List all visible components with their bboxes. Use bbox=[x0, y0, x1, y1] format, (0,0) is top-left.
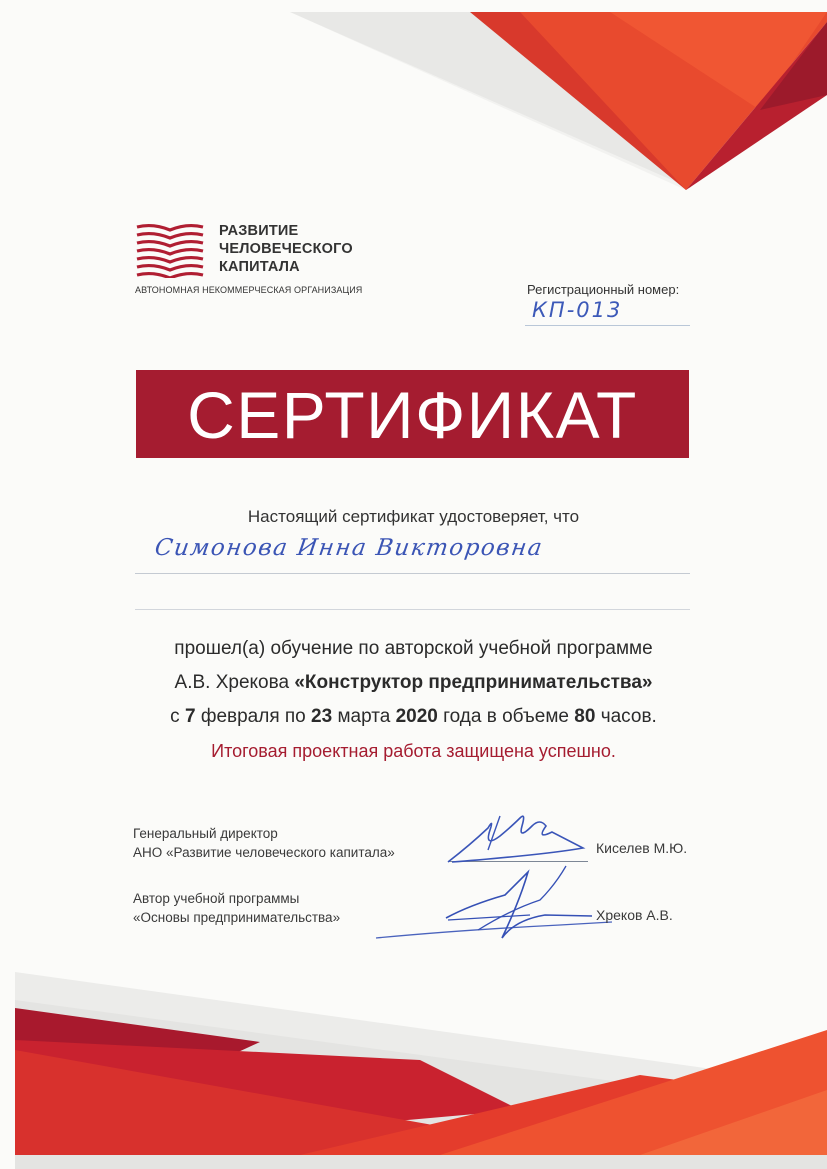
signature-1-line bbox=[448, 861, 588, 862]
title-banner bbox=[136, 370, 689, 458]
signatory-title-line: Автор учебной программы bbox=[133, 891, 300, 906]
from-word: с bbox=[170, 706, 180, 727]
outcome-text: Итоговая проектная работа защищена успешно. bbox=[211, 741, 616, 761]
signatory-title-line: АНО «Развитие человеческого капитала» bbox=[133, 845, 395, 860]
signatory-1-name: Киселев М.Ю. bbox=[596, 840, 688, 856]
signatory-title-line: «Основы предпринимательства» bbox=[133, 910, 341, 925]
recipient-name: Симонова Инна Викторовна bbox=[153, 535, 545, 561]
program-title: «Конструктор предпринимательства» bbox=[294, 672, 653, 693]
registration-number: КП-013 bbox=[532, 298, 623, 322]
book-logo-icon bbox=[135, 222, 205, 278]
hours: 80 bbox=[574, 706, 596, 727]
certify-text: Настоящий сертификат удостоверяет, что bbox=[247, 507, 580, 526]
blank-underline bbox=[135, 609, 690, 610]
certificate-title: СЕРТИФИКАТ bbox=[187, 378, 638, 452]
registration-underline bbox=[525, 325, 690, 326]
end-day: 23 bbox=[311, 706, 333, 727]
year-word: года в объеме bbox=[443, 706, 569, 727]
organization-subtitle: АВТОНОМНАЯ НЕКОММЕРЧЕСКАЯ ОРГАНИЗАЦИЯ bbox=[135, 285, 363, 295]
hours-word: часов. bbox=[600, 706, 657, 727]
end-month: марта bbox=[337, 706, 391, 727]
organization-name bbox=[219, 222, 353, 276]
body-line-3 bbox=[0, 700, 827, 734]
start-day: 7 bbox=[184, 706, 196, 727]
signatory-2-title bbox=[133, 889, 340, 927]
signatory-1-title bbox=[133, 824, 395, 862]
top-decoration bbox=[0, 0, 827, 200]
body-line-1: прошел(а) обучение по авторской учебной программе bbox=[174, 638, 653, 659]
signatory-title-line: Генеральный директор bbox=[133, 826, 278, 841]
year: 2020 bbox=[395, 706, 438, 727]
signatory-2-name: Хреков А.В. bbox=[596, 907, 673, 923]
body-line-2 bbox=[0, 666, 827, 700]
start-month: февраля по bbox=[200, 706, 306, 727]
organization-name-line: КАПИТАЛА bbox=[219, 259, 300, 275]
certificate-body bbox=[0, 632, 827, 768]
recipient-name-underline bbox=[135, 573, 690, 574]
organization-name-line: ЧЕЛОВЕЧЕСКОГО bbox=[219, 241, 353, 257]
program-author: А.В. Хрекова bbox=[174, 672, 290, 693]
organization-name-line: РАЗВИТИЕ bbox=[219, 223, 299, 239]
registration-label: Регистрационный номер: bbox=[527, 282, 680, 297]
